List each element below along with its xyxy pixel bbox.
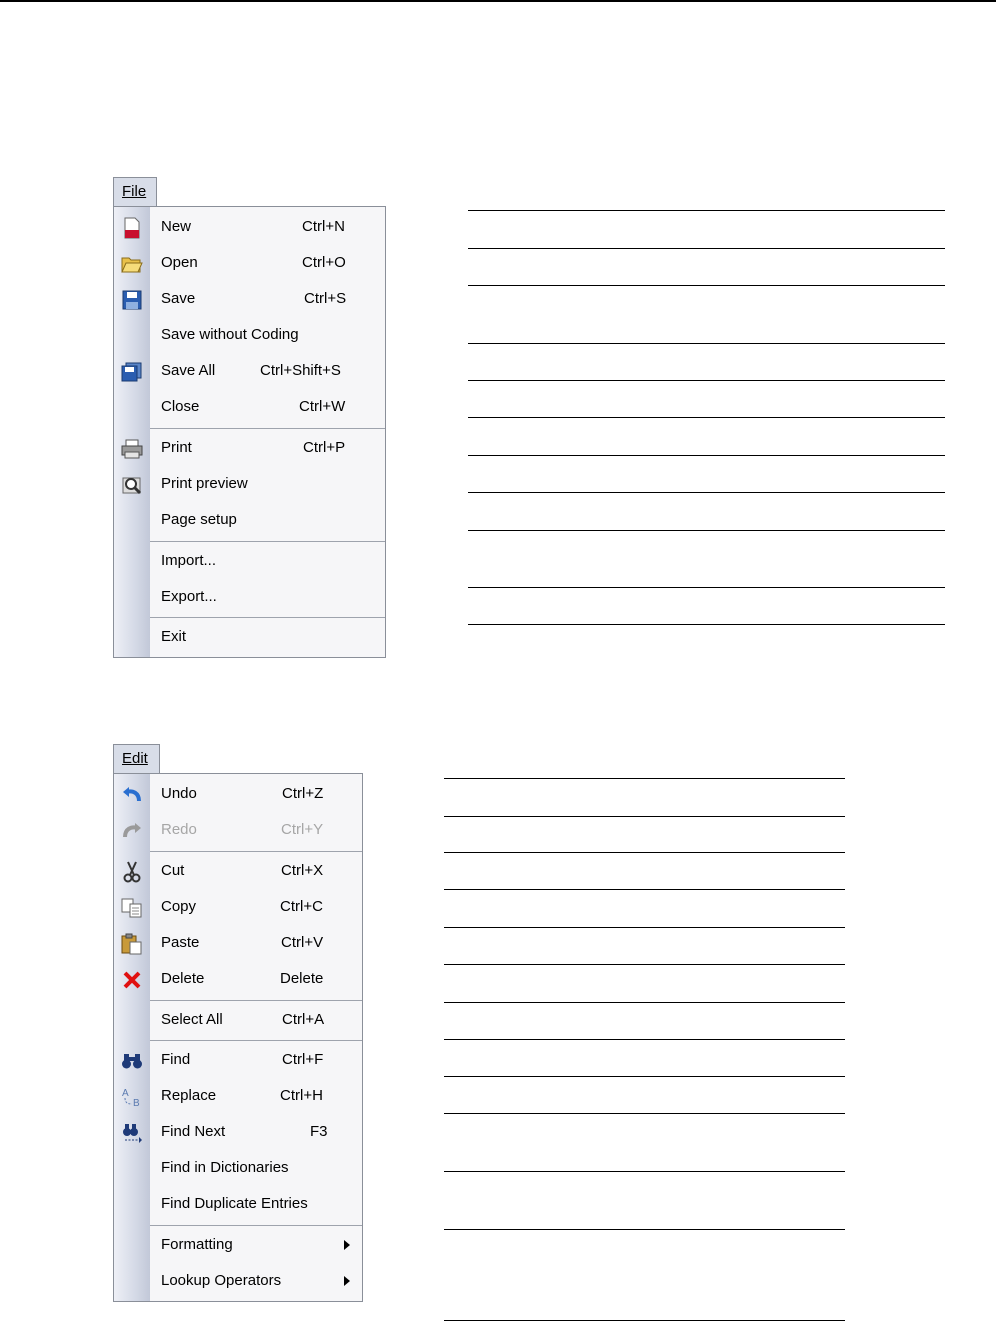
edit-copy-item[interactable] [114, 889, 362, 925]
menu-separator [150, 851, 362, 852]
edit-redo-item[interactable] [114, 812, 362, 848]
edit-copy-label: Copy [161, 898, 197, 915]
file-print-shortcut: Ctrl+P [303, 439, 346, 456]
edit-find-in-dictionaries-item[interactable] [114, 1150, 362, 1186]
table-rule [468, 492, 945, 493]
binoculars-icon [121, 1050, 143, 1072]
table-rule [468, 380, 945, 381]
menu-separator [150, 541, 385, 542]
menu-separator [150, 1000, 362, 1001]
table-rule [468, 624, 945, 625]
file-save-without-coding-label: Save without Coding [161, 326, 299, 343]
file-export-label: Export... [161, 588, 217, 605]
edit-formatting-item[interactable] [114, 1227, 362, 1263]
table-rule [444, 1171, 845, 1172]
table-rule [468, 455, 945, 456]
file-print-item[interactable] [114, 430, 385, 466]
table-rule [468, 285, 945, 286]
file-save-all-label: Save All [161, 362, 216, 379]
file-close-item[interactable] [114, 389, 385, 425]
edit-paste-item[interactable] [114, 925, 362, 961]
copy-pages-icon [121, 897, 143, 919]
table-rule [444, 1320, 845, 1321]
edit-formatting-label: Formatting [161, 1236, 233, 1253]
edit-select-all-item[interactable] [114, 1002, 362, 1038]
table-rule [444, 1076, 845, 1077]
file-print-preview-item[interactable] [114, 466, 385, 502]
printer-icon [121, 438, 143, 460]
edit-replace-label: Replace [161, 1087, 217, 1104]
edit-cut-shortcut: Ctrl+X [281, 862, 324, 879]
edit-cut-item[interactable] [114, 853, 362, 889]
file-save-without-coding-item[interactable] [114, 317, 385, 353]
svg-text:A: A [122, 1088, 129, 1099]
file-page-setup-label: Page setup [161, 511, 237, 528]
edit-undo-item[interactable] [114, 776, 362, 812]
file-menu-title[interactable]: File [113, 177, 157, 207]
file-open-shortcut: Ctrl+O [302, 254, 346, 271]
find-next-icon [121, 1122, 143, 1144]
menu-separator [150, 1225, 362, 1226]
edit-find-next-item[interactable] [114, 1114, 362, 1150]
replace-ab-icon [121, 1086, 143, 1108]
file-exit-label: Exit [161, 628, 187, 645]
edit-paste-label: Paste [161, 934, 200, 951]
table-rule [444, 852, 845, 853]
file-print-preview-label: Print preview [161, 475, 248, 492]
redo-arrow-icon [121, 820, 143, 842]
open-folder-icon [121, 253, 143, 275]
print-preview-icon [121, 474, 143, 496]
file-close-shortcut: Ctrl+W [299, 398, 346, 415]
edit-select-all-label: Select All [161, 1011, 223, 1028]
menu-separator [150, 1040, 362, 1041]
table-rule [444, 964, 845, 965]
edit-delete-label: Delete [161, 970, 205, 987]
table-rule [468, 343, 945, 344]
edit-delete-item[interactable] [114, 961, 362, 997]
table-rule [444, 1229, 845, 1230]
table-rule [468, 210, 945, 211]
file-save-shortcut: Ctrl+S [304, 290, 347, 307]
file-open-label: Open [161, 254, 198, 271]
table-rule [444, 778, 845, 779]
edit-find-duplicate-entries-label: Find Duplicate Entries [161, 1195, 308, 1212]
edit-cut-label: Cut [161, 862, 185, 879]
menu-separator [150, 428, 385, 429]
edit-paste-shortcut: Ctrl+V [281, 934, 324, 951]
edit-copy-shortcut: Ctrl+C [280, 898, 323, 915]
edit-menu [113, 744, 363, 1302]
scissors-icon [121, 861, 143, 883]
table-rule [468, 417, 945, 418]
edit-find-shortcut: Ctrl+F [282, 1051, 324, 1068]
table-rule [444, 1002, 845, 1003]
file-menu [113, 177, 386, 658]
file-save-all-shortcut: Ctrl+Shift+S [260, 362, 341, 379]
edit-redo-shortcut: Ctrl+Y [281, 821, 324, 838]
table-rule [444, 927, 845, 928]
edit-find-item[interactable] [114, 1042, 362, 1078]
edit-find-next-label: Find Next [161, 1123, 226, 1140]
edit-find-next-shortcut: F3 [310, 1123, 328, 1140]
save-all-icon [121, 361, 143, 383]
file-close-label: Close [161, 398, 200, 415]
table-rule [444, 1039, 845, 1040]
submenu-arrow-icon [344, 1240, 350, 1250]
file-page-setup-item[interactable] [114, 502, 385, 538]
file-new-shortcut: Ctrl+N [302, 218, 345, 235]
edit-menu-panel [113, 773, 363, 1302]
file-save-all-item[interactable] [114, 353, 385, 389]
new-document-icon [121, 217, 143, 239]
red-x-icon [121, 969, 143, 991]
file-new-item[interactable] [114, 209, 385, 245]
file-exit-item[interactable] [114, 619, 385, 655]
floppy-disk-icon [121, 289, 143, 311]
edit-undo-label: Undo [161, 785, 197, 802]
edit-lookup-operators-item[interactable] [114, 1263, 362, 1299]
edit-find-label: Find [161, 1051, 191, 1068]
table-rule [444, 816, 845, 817]
top-rule [0, 0, 996, 2]
table-rule [444, 889, 845, 890]
file-save-label: Save [161, 290, 196, 307]
file-save-item[interactable] [114, 281, 385, 317]
file-menu-panel [113, 206, 386, 658]
table-rule [444, 1113, 845, 1114]
table-rule [468, 587, 945, 588]
table-rule [468, 530, 945, 531]
edit-find-duplicate-entries-item[interactable] [114, 1186, 362, 1222]
file-print-label: Print [161, 439, 192, 456]
table-rule [468, 248, 945, 249]
edit-delete-shortcut: Delete [280, 970, 324, 987]
submenu-arrow-icon [344, 1276, 350, 1286]
svg-text:B: B [133, 1098, 140, 1108]
undo-arrow-icon [121, 784, 143, 806]
edit-find-in-dictionaries-label: Find in Dictionaries [161, 1159, 289, 1176]
edit-lookup-operators-label: Lookup Operators [161, 1272, 282, 1289]
file-import-item[interactable] [114, 543, 385, 579]
edit-undo-shortcut: Ctrl+Z [282, 785, 324, 802]
file-open-item[interactable] [114, 245, 385, 281]
edit-redo-label: Redo [161, 821, 197, 838]
clipboard-paste-icon [121, 933, 143, 955]
edit-replace-shortcut: Ctrl+H [280, 1087, 323, 1104]
edit-select-all-shortcut: Ctrl+A [282, 1011, 325, 1028]
file-new-label: New [161, 218, 192, 235]
edit-menu-title[interactable]: Edit [113, 744, 160, 774]
edit-replace-item[interactable] [114, 1078, 362, 1114]
menu-separator [150, 617, 385, 618]
file-import-label: Import... [161, 552, 217, 569]
file-export-item[interactable] [114, 579, 385, 615]
